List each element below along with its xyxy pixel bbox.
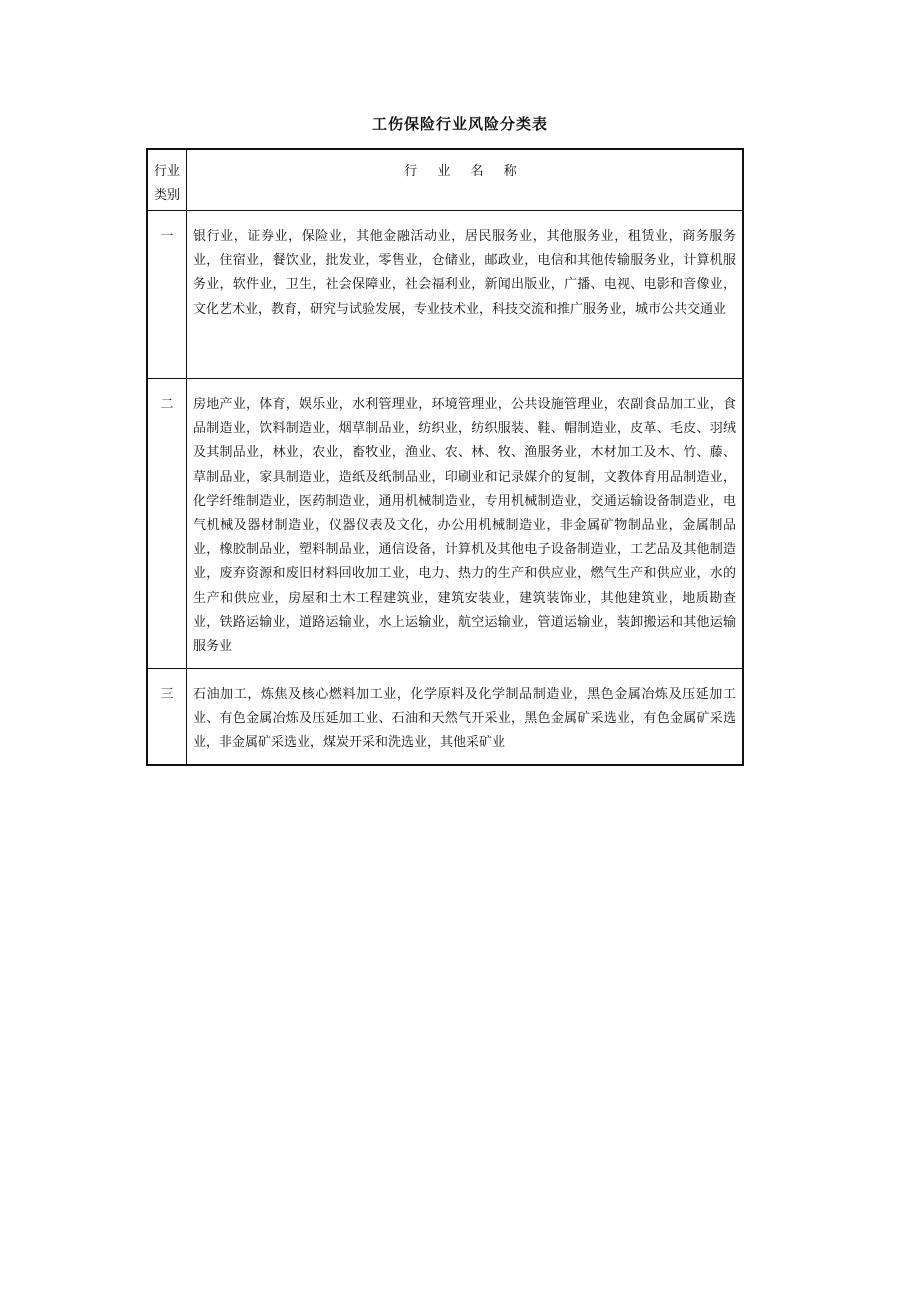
header-name-cell — [187, 149, 744, 211]
table-header-row — [147, 149, 743, 211]
row-industries: 石油加工，炼焦及核心燃料加工业，化学原料及化学制品制造业，黑色金属冶炼及压延加工业、有色金属冶炼及压延加工业、石油和天然气开采业，黑色金属矿采选业，有色金属矿采选业，非金属矿采选业，煤炭开采和洗选业，其他采矿业 — [193, 687, 736, 751]
row-category: 二 — [160, 397, 174, 412]
table-row — [147, 379, 743, 669]
header-category-line2: 类别 — [153, 188, 180, 203]
row-industries: 房地产业，体育，娱乐业，水利管理业，环境管理业，公共设施管理业，农副食品加工业，食品制造业，饮料制造业，烟草制品业，纺织业，纺织服装、鞋、帽制造业，皮革、毛皮、羽绒及其制品业，林业，农业，畜牧业，渔业、农、林、牧、渔服务业，木材加工及木、竹、藤、草制品业，家具制造业，造纸及纸制品业，印刷业和记录媒介的复制，文教体育用品制造业，化学纤维制造业，医药制造业，通用机械制造业，专用机械制造业，交通运输设备制造业，电气机械及器材制造业，仪器仪表及文化，办公用机械制造业，非金属矿物制品业，金属制品业，橡胶制品业，塑料制品业，通信设备，计算机及其他电子设备制造业，工艺品及其他制造业，废弃资源和废旧材料回收加工业，电力、热力的生产和供应业，燃气生产和供应业，水的生产和供应业，房屋和土木工程建筑业，建筑安装业，建筑装饰业，其他建筑业，地质勘查业，铁路运输业，道路运输业，水上运输业，航空运输业，管道运输业，装卸搬运和其他运输服务业 — [193, 397, 736, 655]
row-category: 三 — [160, 687, 174, 702]
table-row — [147, 211, 743, 379]
row-category: 一 — [160, 229, 174, 244]
risk-classification-table — [146, 148, 744, 766]
header-name: 行 业 名 称 — [404, 164, 525, 179]
row-industries: 银行业，证券业，保险业，其他金融活动业，居民服务业，其他服务业，租赁业，商务服务业，住宿业，餐饮业，批发业，零售业，仓储业，邮政业，电信和其他传输服务业，计算机服务业，软件业，卫生，社会保障业，社会福利业，新闻出版业，广播、电视、电影和音像业，文化艺术业，教育，研究与试验发展，专业技术业，科技交流和推广服务业，城市公共交通业 — [193, 229, 736, 317]
page-title: 工伤保险行业风险分类表 — [371, 115, 548, 133]
header-category-cell — [147, 149, 187, 211]
table-row — [147, 669, 743, 765]
header-category-line1: 行业 — [153, 164, 180, 179]
